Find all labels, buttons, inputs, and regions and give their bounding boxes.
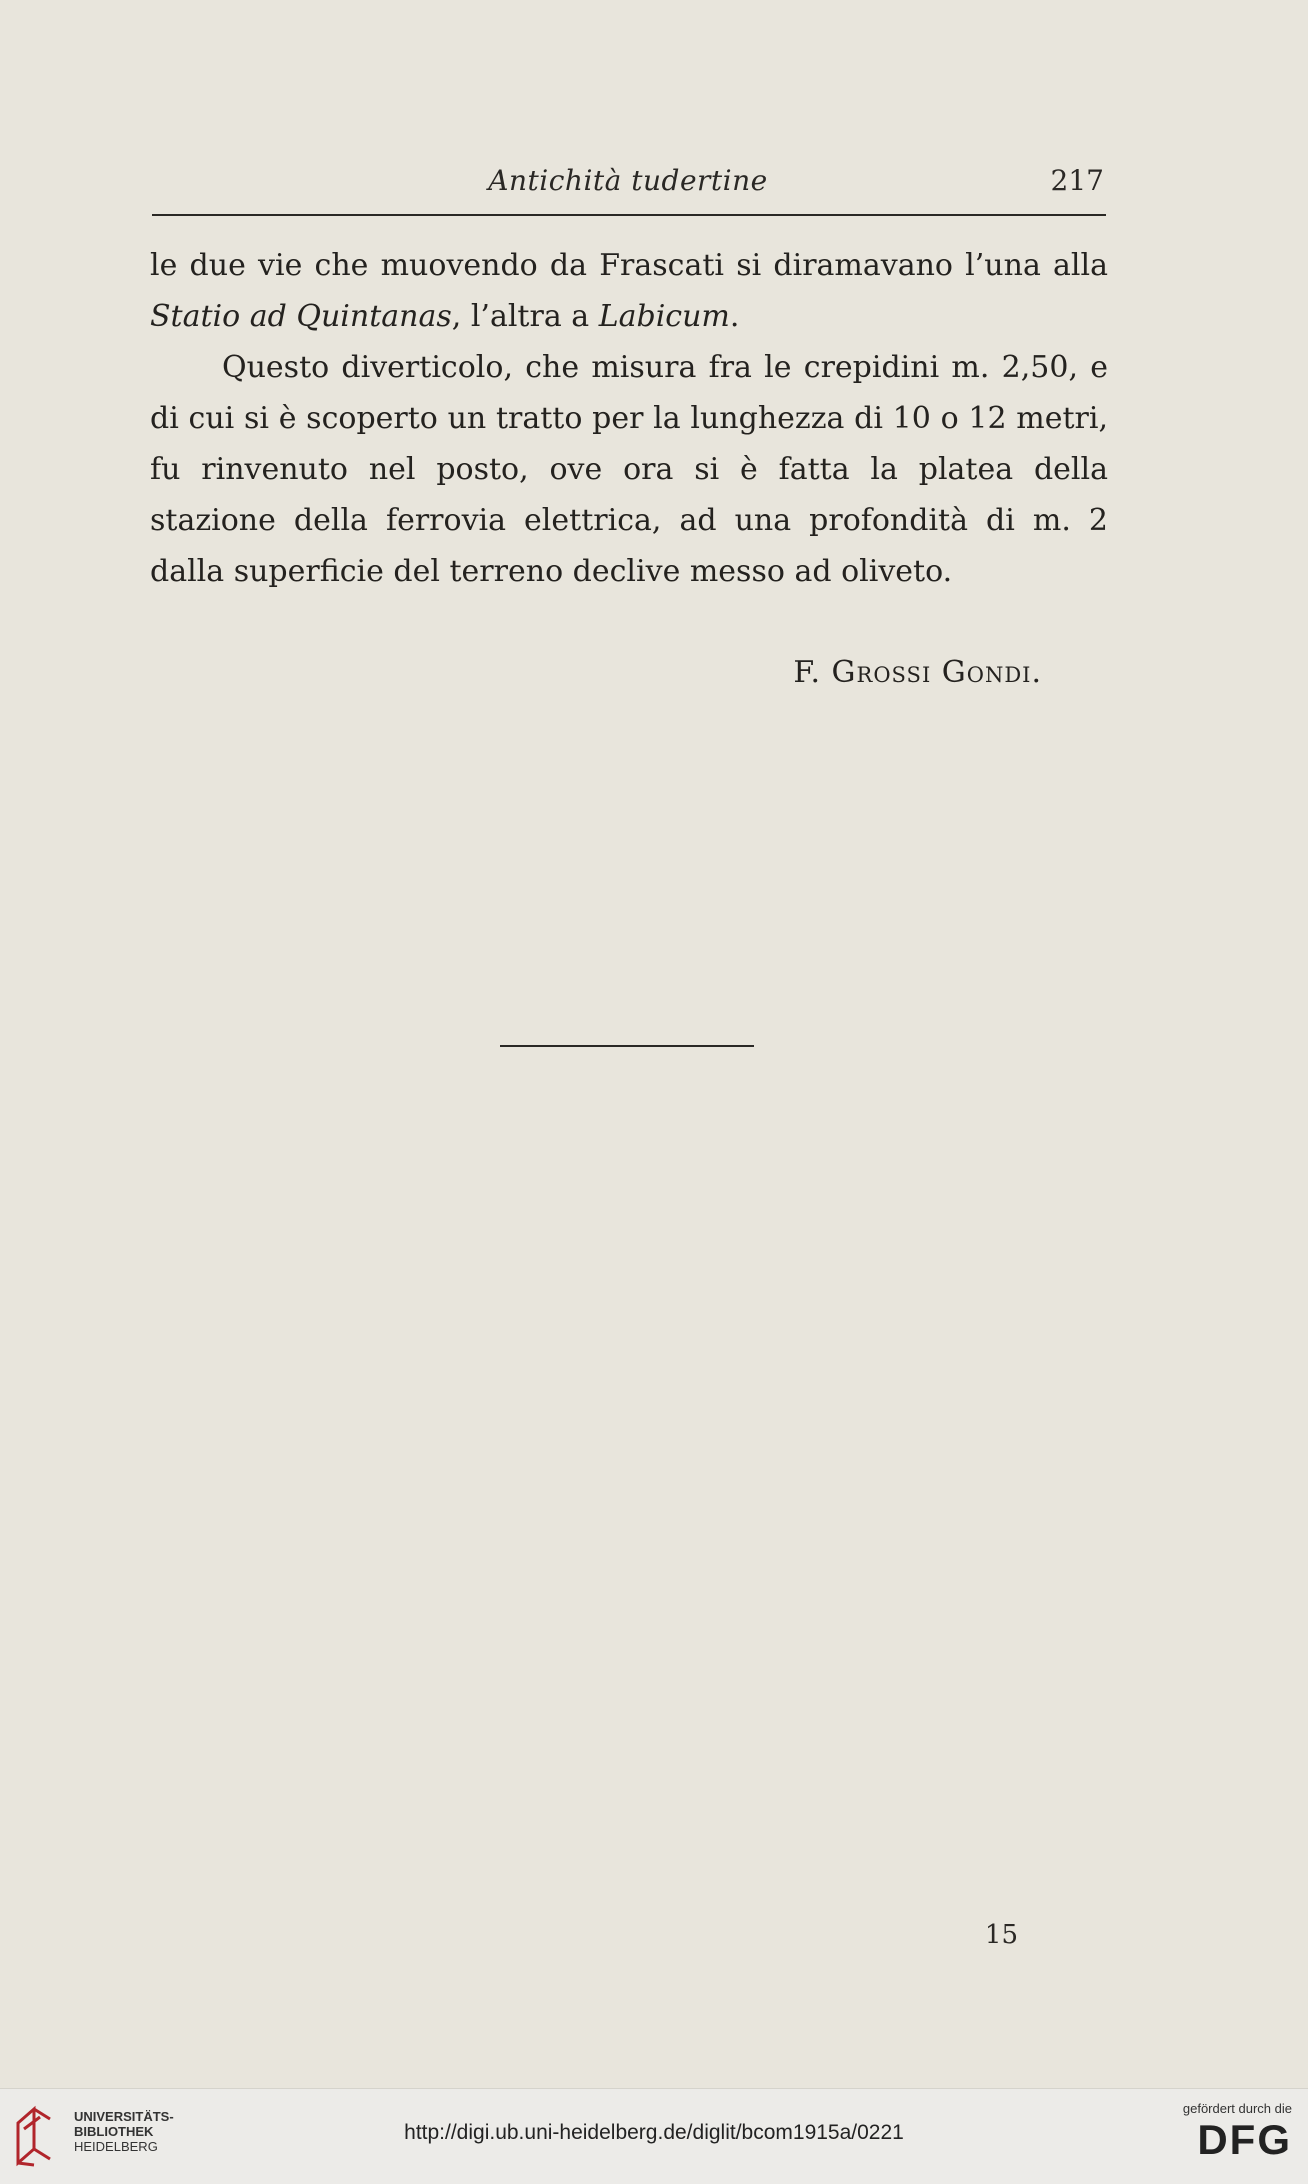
page-number: 217 bbox=[1050, 164, 1104, 197]
signature-name: Grossi Gondi. bbox=[831, 655, 1042, 690]
signature-mark: 15 bbox=[984, 1920, 1018, 1950]
paragraph-1-mid: , l’altra a bbox=[451, 299, 599, 334]
signature-initial: F. bbox=[793, 655, 832, 690]
funding-block bbox=[1162, 2101, 1292, 2164]
library-line-2: BIBLIOTHEK bbox=[74, 2124, 154, 2139]
library-line-1: UNIVERSITÄTS- bbox=[74, 2109, 174, 2124]
paragraph-1-line-1: le due vie che muovendo da Frascati si diramavano l’una alla bbox=[150, 248, 1108, 283]
end-rule bbox=[500, 1045, 754, 1047]
body-text bbox=[150, 240, 1108, 597]
funding-caption: gefördert durch die bbox=[1182, 2101, 1292, 2116]
paragraph-2: Questo diverticolo, che misura fra le crepidini m. 2,50, e di cui si è scoperto un tratto per la lunghezza di 10 o 12 metri, fu rinvenuto nel posto, ove ora si è fatta la platea della stazione della ferrovia elettrica, ad una profondità di m. 2 dalla superficie del terreno declive messo ad oliveto. bbox=[150, 350, 1108, 589]
header-rule bbox=[152, 214, 1106, 216]
author-signature bbox=[150, 655, 1042, 690]
library-line-3: HEIDELBERG bbox=[74, 2139, 158, 2154]
italic-labicum: Labicum bbox=[598, 299, 730, 334]
running-title: Antichità tudertine bbox=[488, 164, 768, 197]
paragraph-1 bbox=[150, 240, 1108, 342]
permalink-url[interactable]: http://digi.ub.uni-heidelberg.de/diglit/bcom1915a/0221 bbox=[404, 2121, 904, 2144]
dfg-logo-icon: DFG bbox=[1197, 2116, 1292, 2163]
footer-bar bbox=[0, 2088, 1308, 2184]
italic-statio: Statio ad Quintanas bbox=[150, 299, 452, 334]
running-head bbox=[152, 164, 1104, 212]
paragraph-1-end: . bbox=[729, 299, 740, 334]
